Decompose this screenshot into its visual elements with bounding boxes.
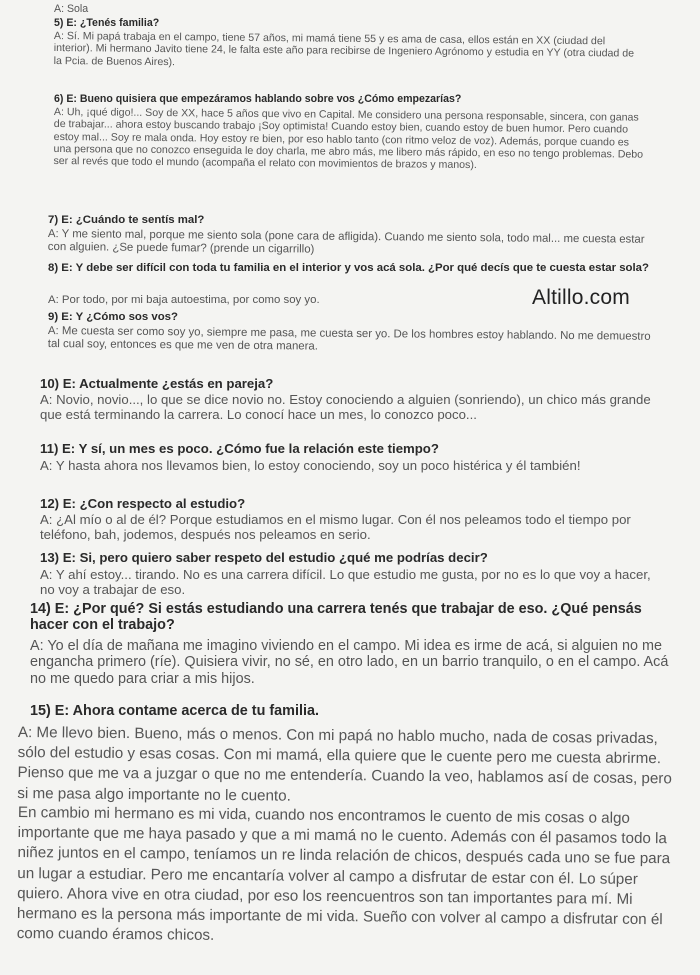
question-15: 15) E: Ahora contame acerca de tu familia.	[30, 703, 319, 719]
watermark-brand: Altillo.com	[532, 286, 630, 309]
question-5: 5) E: ¿Tenés familia?	[54, 17, 160, 29]
question-6: 6) E: Bueno quisiera que empezáramos hablando sobre vos ¿Cómo empezarías?	[54, 93, 462, 105]
question-10: 10) E: Actualmente ¿estás en pareja?	[40, 376, 274, 391]
question-14: 14) E: ¿Por qué? Si estás estudiando una carrera tenés que trabajar de eso. ¿Qué pensás hacer con el trabajo?	[30, 601, 642, 634]
answer-6: A: Uh, ¡qué digo!... Soy de XX, hace 5 años que vivo en Capital. Me considero una persona responsable, sincera, con ganas de trabajar... ahora estoy buscando trabajo ¡Soy optimista! Cuando estoy bien, cuando estoy de buen humor. Pero cuando estoy mal... Soy re mala onda. Hoy estoy re bien, por eso hablo tanto (con ritmo veloz de voz). Además, porque cuando es una persona que no conozco enseguida le doy charla, me abro más, me libero más rápido, en eso no tengo problemas. Debo ser al revés que todo el mundo (acompaña el relato con movimientos de brazos y manos).	[53, 106, 644, 172]
answer-4: A: Sola	[54, 3, 89, 15]
question-12: 12) E: ¿Con respecto al estudio?	[40, 496, 246, 511]
answer-5: A: Sí. Mi papá trabaja en el campo, tiene 57 años, mi mamá tiene 55 y es ama de casa, ellos están en XX (ciudad del interior). Mi hermano Javito tiene 24, le falta este año para recibirse de Ingeniero Agrónomo y estudia en YY (otra ciudad de la Pcia. de Buenos Aires).	[53, 30, 635, 68]
question-11: 11) E: Y sí, un mes es poco. ¿Cómo fue la relación este tiempo?	[40, 441, 439, 456]
answer-15-continued: En cambio mi hermano es mi vida, cuando nos encontramos le cuento de mis cosas o algo importante que me haya pasado y que a mi mamá no le cuento. Además con él pasamos todo la niñez juntos en el campo, teníamos un re linda relación de chicos, después cada uno se fue para un lugar a estudiar. Pero me encantaría volver al campo a disfrutar de estar con él. Lo súper quiero. Ahora vive en otra ciudad, por eso los reencuentros son tan importantes para mí. Mi hermano es la persona más importante de mi vida. Sueño con volver al campo a disfrutar con él como cuando éramos chicos.	[16, 803, 671, 945]
answer-9: A: Me cuesta ser como soy yo, siempre me pasa, me cuesta ser yo. De los hombres estoy hablando. No me demuestro tal cual soy, entonces es que me ven de otra manera.	[47, 325, 651, 353]
question-9: 9) E: Y ¿Cómo sos vos?	[48, 311, 178, 323]
answer-12: A: ¿Al mío o al de él? Porque estudiamos en el mismo lugar. Con él nos peleamos todo el tiempo por teléfono, bah, jodemos, después nos peleamos en serio.	[40, 512, 631, 543]
answer-15: A: Me llevo bien. Bueno, más o menos. Con mi papá no hablo mucho, nada de cosas privadas, sólo del estudio y esas cosas. Con mi mamá, ella quiere que le cuente pero me cuesta abrirme. Pienso que me va a juzgar o que no me entendería. Cuando la veo, hablamos así de cosas, pero si me pasa algo importante no le cuento.	[17, 723, 672, 805]
answer-10: A: Novio, novio..., lo que se dice novio no. Estoy conociendo a alguien (sonriendo), un chico más grande que está terminando la carrera. Lo conocí hace un mes, lo conozco poco...	[40, 392, 651, 423]
question-13: 13) E: Si, pero quiero saber respeto del estudio ¿qué me podrías decir?	[40, 550, 488, 565]
answer-11: A: Y hasta ahora nos llevamos bien, lo estoy conociendo, soy un poco histérica y él también!	[40, 458, 581, 473]
question-7: 7) E: ¿Cuándo te sentís mal?	[48, 214, 205, 226]
answer-7: A: Y me siento mal, porque me siento sola (pone cara de afligida). Cuando me siento sola, todo mal... me cuesta estar con alguien. ¿Se puede fumar? (prende un cigarrillo)	[47, 228, 645, 256]
answer-13: A: Y ahí estoy... tirando. No es una carrera difícil. Lo que estudio me gusta, por no es lo que voy a hacer, no voy a trabajar de eso.	[40, 567, 651, 598]
answer-14: A: Yo el día de mañana me imagino viviendo en el campo. Mi idea es irme de acá, si alguien no me engancha primero (ríe). Quisiera vivir, no sé, en otro lado, en un barrio tranquilo, o en el campo. Acá no me quedo para criar a mis hijos.	[30, 638, 669, 687]
question-8: 8) E: Y debe ser difícil con toda tu familia en el interior y vos acá sola. ¿Por qué decís que te cuesta estar sola?	[48, 262, 649, 274]
answer-8: A: Por todo, por mi baja autoestima, por como soy yo.	[48, 294, 320, 306]
